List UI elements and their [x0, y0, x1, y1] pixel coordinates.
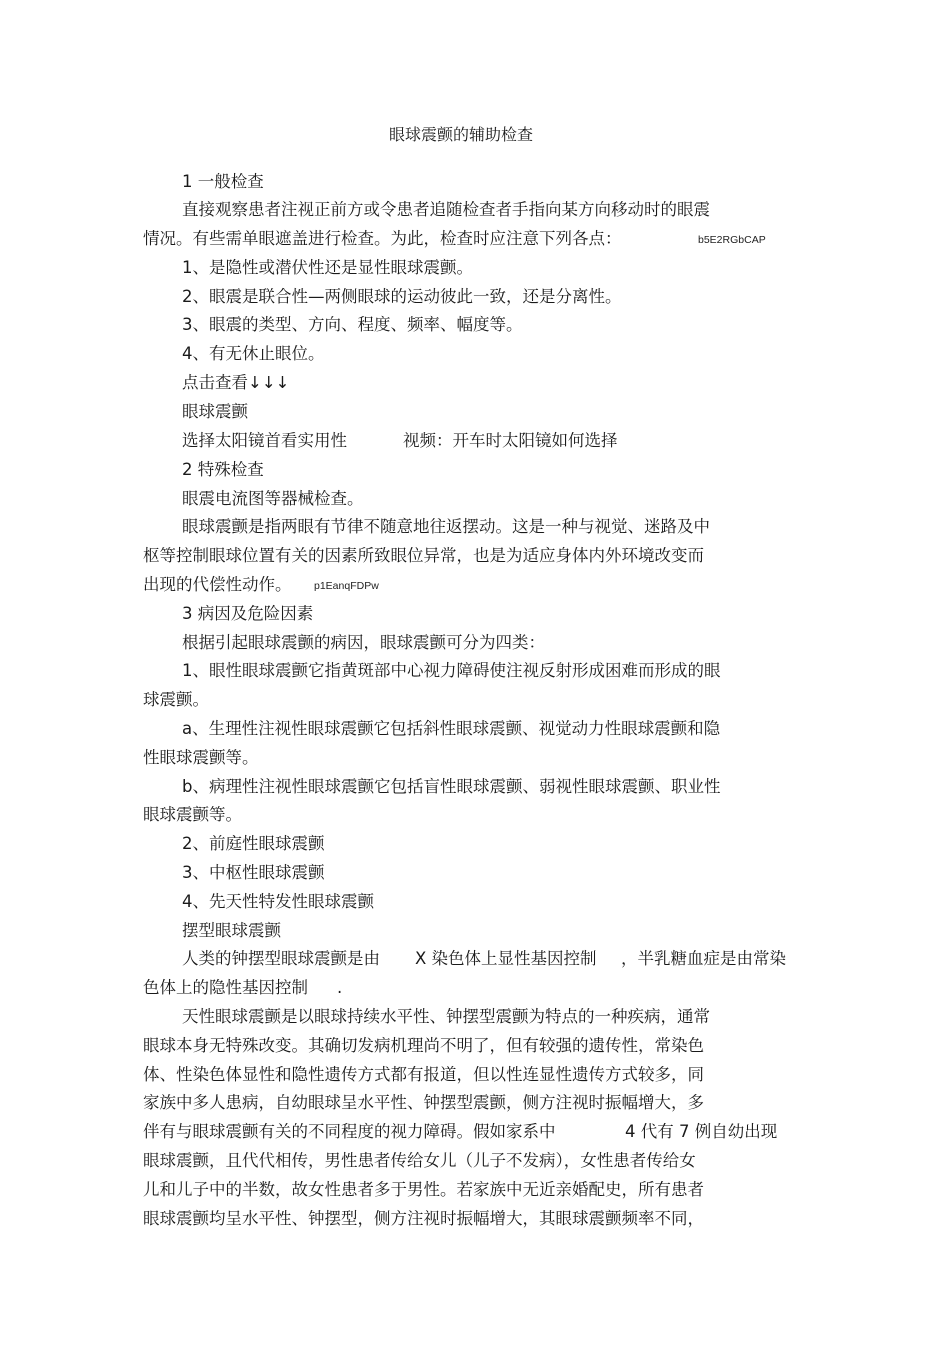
- paragraph-line: 天性眼球震颤是以眼球持续水平性、钟摆型震颤为特点的一种疾病，通常: [182, 1007, 710, 1026]
- paragraph-line: 情况。有些需单眼遮盖进行检查。为此，检查时应注意下列各点：: [143, 229, 622, 248]
- paragraph-line: 直接观察患者注视正前方或令患者追随检查者手指向某方向移动时的眼震: [182, 200, 710, 219]
- paragraph-line: X 染色体上显性基因控制: [415, 949, 597, 968]
- paragraph-line: 1、眼性眼球震颤它指黄斑部中心视力障碍使注视反射形成困难而形成的眼: [182, 661, 721, 680]
- section-heading: 1 一般检查: [182, 172, 264, 191]
- paragraph-line: 根据引起眼球震颤的病因，眼球震颤可分为四类：: [182, 633, 545, 652]
- doc-code: b5E2RGbCAP: [698, 234, 766, 246]
- related-link[interactable]: 眼球震颤: [182, 402, 248, 421]
- list-item: 3、眼震的类型、方向、程度、频率、幅度等。: [182, 315, 523, 334]
- paragraph-line: .: [337, 978, 343, 997]
- section-heading: 2 特殊检查: [182, 460, 264, 479]
- section-heading: 3 病因及危险因素: [182, 604, 314, 623]
- paragraph-line: a、生理性注视性眼球震颤它包括斜性眼球震颤、视觉动力性眼球震颤和隐: [182, 719, 721, 738]
- paragraph-line: ，半乳糖血症是由常染: [621, 949, 786, 968]
- paragraph-line: 眼球震颤，且代代相传，男性患者传给女儿（儿子不发病），女性患者传给女: [143, 1151, 696, 1170]
- list-item: 2、前庭性眼球震颤: [182, 834, 325, 853]
- list-item: 4、先天性特发性眼球震颤: [182, 892, 374, 911]
- paragraph-line: 色体上的隐性基因控制: [143, 978, 308, 997]
- paragraph-line: 家族中多人患病，自幼眼球呈水平性、钟摆型震颤，侧方注视时振幅增大，多: [143, 1093, 704, 1112]
- paragraph-line: 眼球震颤均呈水平性、钟摆型，侧方注视时振幅增大，其眼球震颤频率不同，: [143, 1209, 704, 1228]
- paragraph-line: 眼球本身无特殊改变。其确切发病机理尚不明了，但有较强的遗传性，常染色: [143, 1036, 704, 1055]
- paragraph-line: b、病理性注视性眼球震颤它包括盲性眼球震颤、弱视性眼球震颤、职业性: [182, 777, 721, 796]
- click-to-view-link[interactable]: 点击查看↓↓↓: [182, 373, 290, 392]
- paragraph-line: 出现的代偿性动作。: [143, 575, 292, 594]
- related-link[interactable]: 选择太阳镜首看实用性: [182, 431, 347, 450]
- paragraph-line: 人类的钟摆型眼球震颤是由: [182, 949, 380, 968]
- page-title: 眼球震颤的辅助检查: [389, 125, 534, 144]
- list-item: 3、中枢性眼球震颤: [182, 863, 325, 882]
- paragraph-line: 儿和儿子中的半数，故女性患者多于男性。若家族中无近亲婚配史，所有患者: [143, 1180, 704, 1199]
- paragraph-line: 伴有与眼球震颤有关的不同程度的视力障碍。假如家系中: [143, 1122, 556, 1141]
- video-link[interactable]: 视频：开车时太阳镜如何选择: [403, 431, 618, 450]
- paragraph-line: 眼震电流图等器械检查。: [182, 489, 364, 508]
- doc-code: p1EanqFDPw: [314, 580, 379, 592]
- paragraph-line: 眼球震颤等。: [143, 805, 242, 824]
- section-heading: 摆型眼球震颤: [182, 921, 281, 940]
- paragraph-line: 4 代有 7 例自幼出现: [625, 1122, 778, 1141]
- list-item: 4、有无休止眼位。: [182, 344, 325, 363]
- paragraph-line: 球震颤。: [143, 690, 209, 709]
- paragraph-line: 枢等控制眼球位置有关的因素所致眼位异常，也是为适应身体内外环境改变而: [143, 546, 704, 565]
- list-item: 1、是隐性或潜伏性还是显性眼球震颤。: [182, 258, 473, 277]
- paragraph-line: 性眼球震颤等。: [143, 748, 259, 767]
- paragraph-line: 眼球震颤是指两眼有节律不随意地往返摆动。这是一种与视觉、迷路及中: [182, 517, 710, 536]
- list-item: 2、眼震是联合性—两侧眼球的运动彼此一致，还是分离性。: [182, 287, 622, 306]
- paragraph-line: 体、性染色体显性和隐性遗传方式都有报道，但以性连显性遗传方式较多，同: [143, 1065, 704, 1084]
